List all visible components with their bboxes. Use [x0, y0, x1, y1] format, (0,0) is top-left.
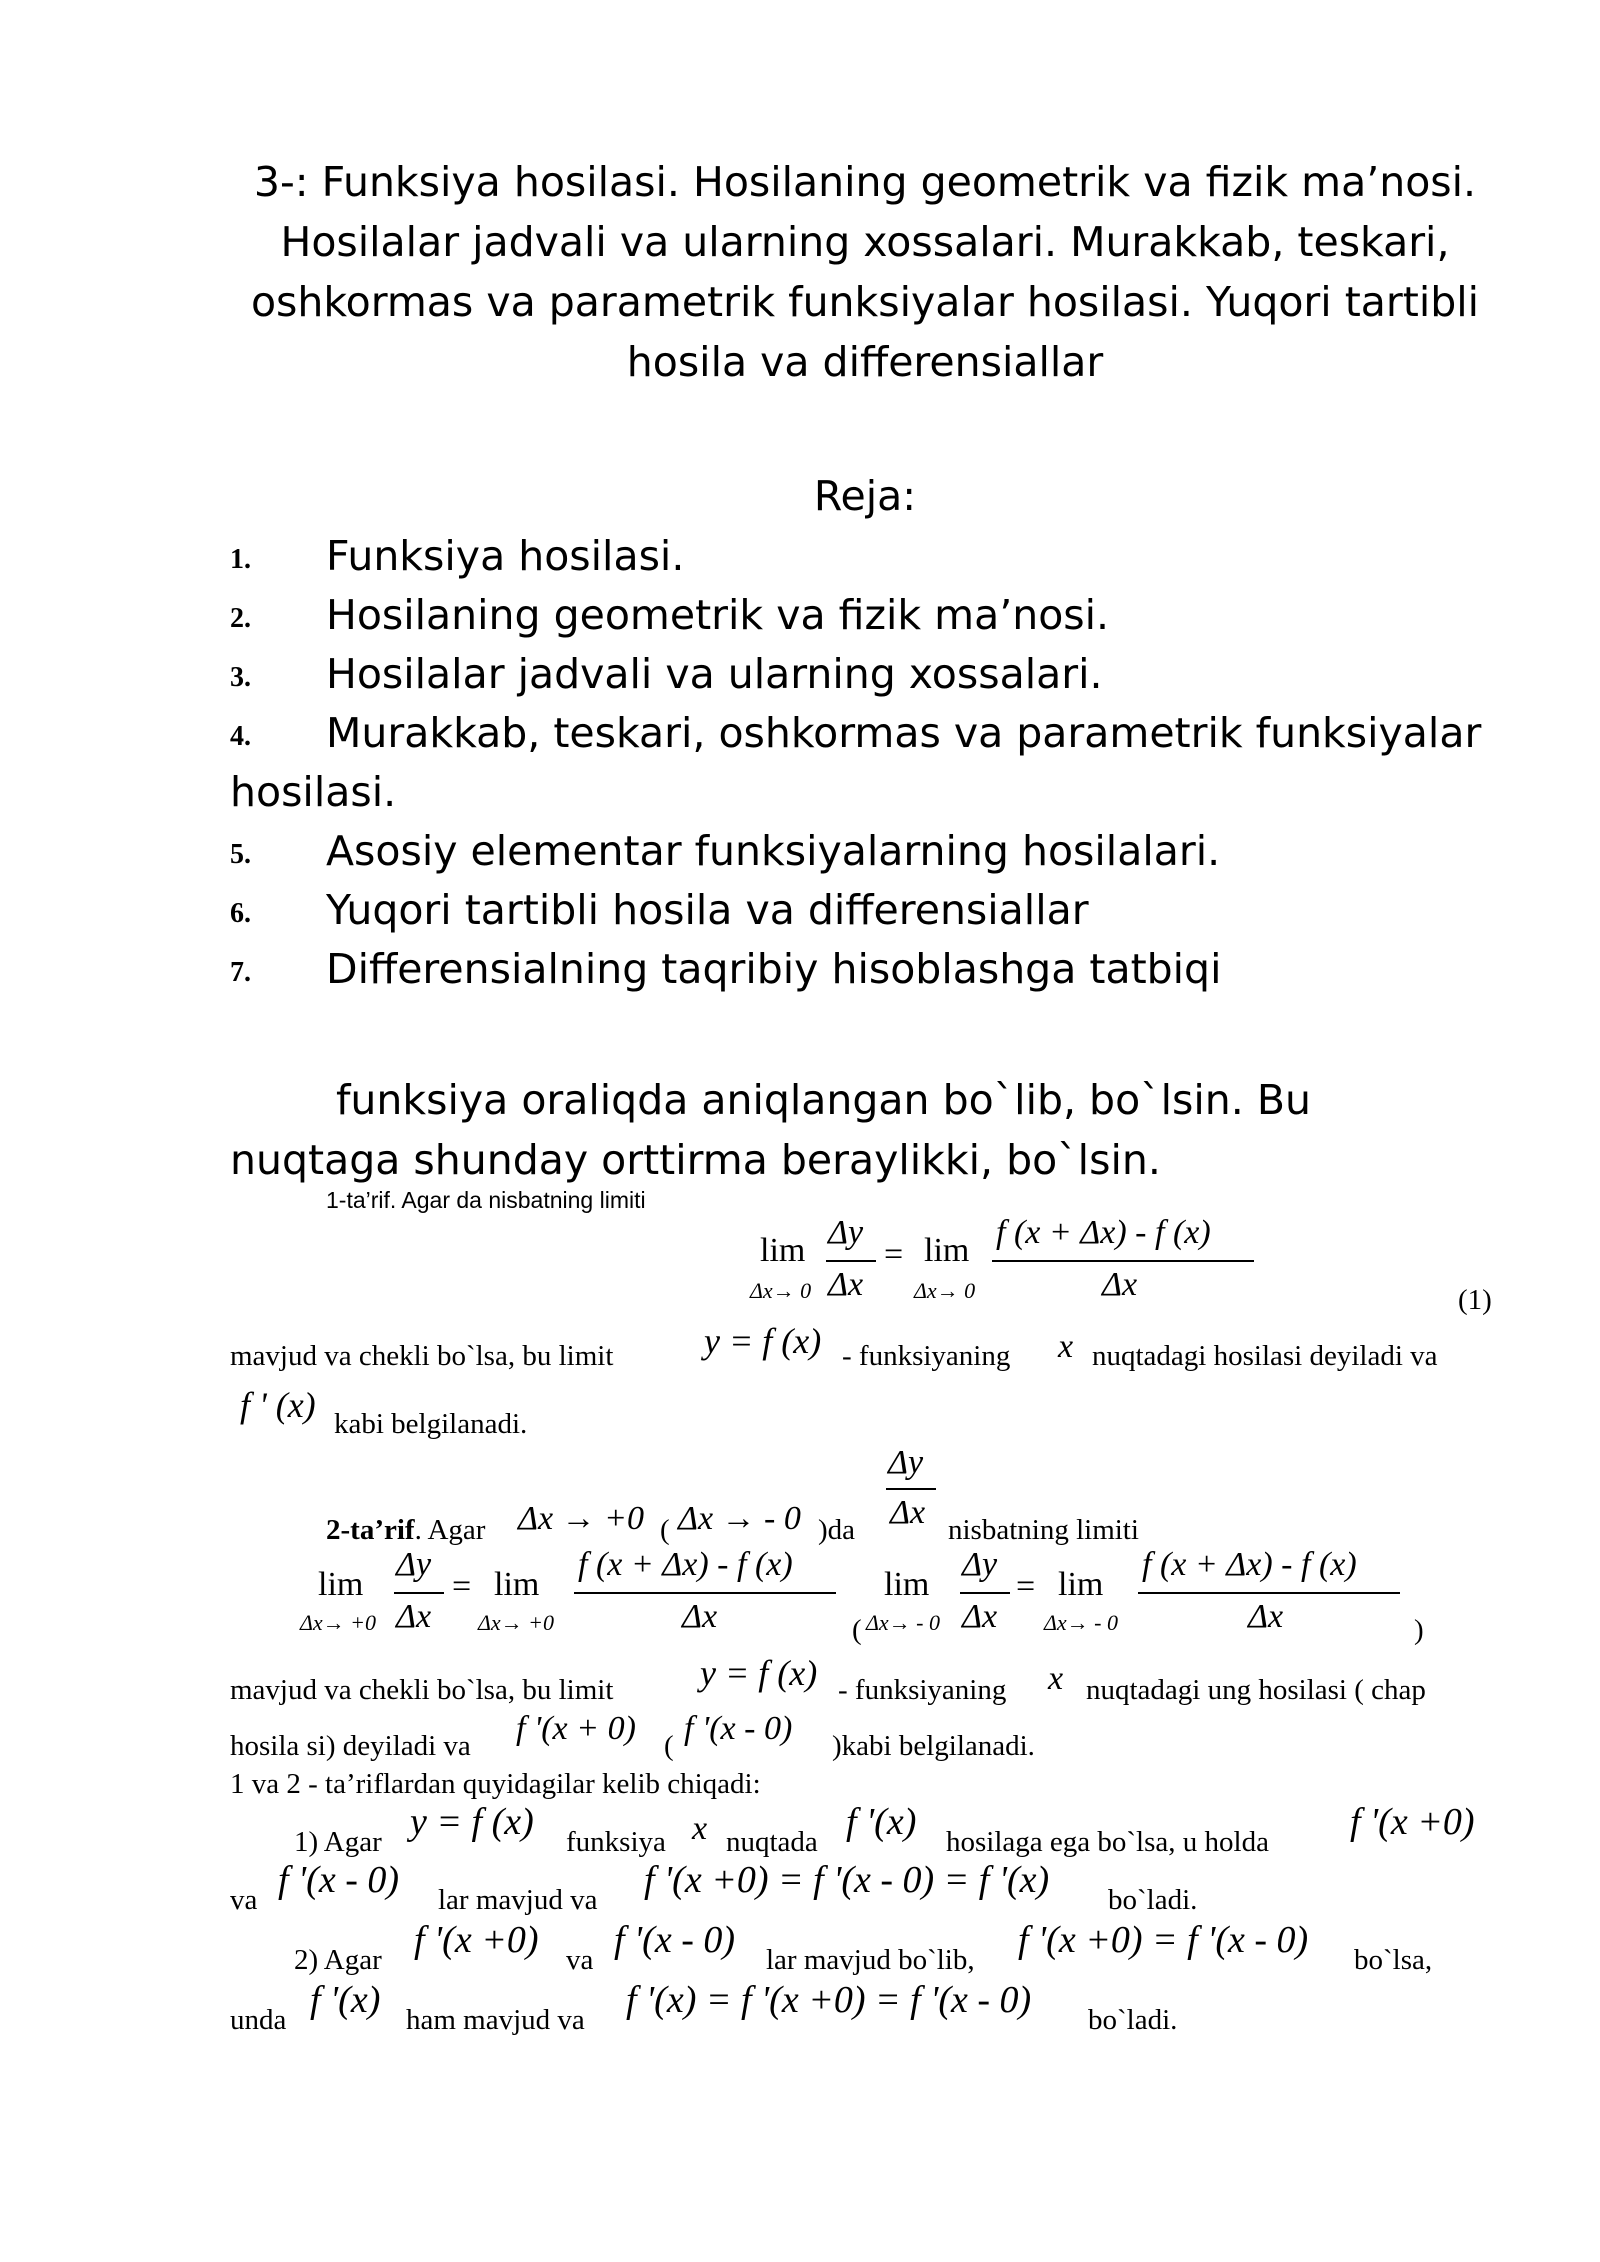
conclusion-text: bo`ladi. [1108, 1884, 1198, 1916]
plan-item-text: Asosiy elementar funksiyalarning hosilalari. [326, 827, 1221, 875]
formula-inline: f '(x - 0) [684, 1710, 793, 1747]
formula-equals: = [884, 1236, 904, 1273]
conclusion-text: lar mavjud va [438, 1884, 598, 1916]
plan-item-text: Yuqori tartibli hosila va differensiallar [326, 886, 1089, 934]
formula-inline: f '(x +0) = f '(x - 0) [1018, 1919, 1309, 1961]
plan-item-text: Funksiya hosilasi. [326, 532, 685, 580]
definition-2-text: . Agar [414, 1514, 486, 1546]
formula-inline: x [692, 1810, 708, 1847]
formula-inline: f '(x) [846, 1801, 917, 1843]
definition-2-text: nisbatning limiti [948, 1514, 1139, 1546]
conclusion-text: 1) Agar [294, 1826, 382, 1858]
fraction-bar [886, 1488, 936, 1490]
conclusion-text: 2) Agar [294, 1944, 382, 1976]
formula-sub: Δx→ 0 [914, 1278, 976, 1303]
definition-2-text: )kabi belgilanadi. [832, 1730, 1035, 1762]
formula-inline: f '(x) = f '(x +0) = f '(x - 0) [626, 1979, 1032, 2021]
conclusion-text: hosilaga ega bo`lsa, u holda [946, 1826, 1269, 1858]
conclusion-text: va [230, 1884, 258, 1916]
formula-denominator: Δx [962, 1598, 998, 1635]
fraction-bar [574, 1592, 836, 1594]
formula-sub: Δx→ - 0 [866, 1610, 941, 1635]
definition-1-text: mavjud va chekli bo`lsa, bu limit [230, 1340, 614, 1372]
formula-numerator: f (x + Δx) - f (x) [578, 1546, 793, 1583]
formula-denominator: Δx [828, 1266, 864, 1303]
formula-numerator: f (x + Δx) - f (x) [996, 1214, 1211, 1251]
intro-line: funksiya oraliqda aniqlangan bo`lib, bo`lsin. Bu [336, 1076, 1311, 1124]
definition-2-text: ( [664, 1730, 674, 1762]
conclusion-text: unda [230, 2004, 287, 2036]
fraction-bar [394, 1592, 444, 1594]
plan-item-number: 7. [230, 957, 251, 988]
formula-inline: f '(x +0) [414, 1919, 539, 1961]
formula-inline: f '(x - 0) [614, 1919, 736, 1961]
definition-1-text: nuqtadagi hosilasi deyiladi va [1092, 1340, 1438, 1372]
formula-numerator: f (x + Δx) - f (x) [1142, 1546, 1357, 1583]
definition-1-lead: 1-ta’rif. Agar da nisbatning limiti [326, 1187, 646, 1213]
formula-denominator: Δx [1102, 1266, 1138, 1303]
conclusion-text: funksiya [566, 1826, 666, 1858]
definition-1-text: - funksiyaning [842, 1340, 1011, 1372]
conclusion-text: ham mavjud va [406, 2004, 585, 2036]
formula-lim: lim [318, 1566, 364, 1603]
formula-inline: f '(x +0) [1350, 1801, 1475, 1843]
formula-paren: ) [1414, 1614, 1424, 1646]
formula-sub: Δx→ +0 [478, 1610, 555, 1635]
formula-lim: lim [924, 1232, 970, 1269]
plan-item-text: Murakkab, teskari, oshkormas va parametrik funksiyalar [326, 709, 1482, 757]
formula-lim: lim [760, 1232, 806, 1269]
formula-inline: x [1058, 1328, 1074, 1365]
formula-inline: f '(x) [310, 1979, 381, 2021]
formula-inline: f '(x - 0) [278, 1859, 400, 1901]
definition-2-label: 2-ta’rif [326, 1514, 415, 1546]
plan-item-number: 1. [230, 544, 251, 575]
plan-item-continuation: hosilasi. [230, 768, 397, 816]
plan-item-number: 3. [230, 662, 251, 693]
definition-2-text: nuqtadagi ung hosilasi ( chap [1086, 1674, 1426, 1706]
fraction-bar [1138, 1592, 1400, 1594]
definition-1-text: kabi belgilanadi. [334, 1408, 528, 1440]
formula-numerator: Δy [888, 1444, 924, 1481]
plan-item-text: Hosilaning geometrik va fizik ma’nosi. [326, 591, 1110, 639]
formula-paren: ( [852, 1614, 862, 1646]
formula-denominator: Δx [396, 1598, 432, 1635]
plan-item-number: 4. [230, 721, 251, 752]
formula-equals: = [1016, 1568, 1036, 1605]
definition-2-text: )da [818, 1514, 856, 1546]
definition-2-text: mavjud va chekli bo`lsa, bu limit [230, 1674, 614, 1706]
formula-denominator: Δx [890, 1494, 926, 1531]
conclusion-text: nuqtada [726, 1826, 818, 1858]
plan-item-number: 2. [230, 603, 251, 634]
conclusion-text: va [566, 1944, 594, 1976]
equation-number: (1) [1458, 1284, 1492, 1316]
formula-inline: y = f (x) [704, 1321, 822, 1361]
formula-sub: Δx→ 0 [750, 1278, 812, 1303]
fraction-bar [992, 1260, 1254, 1262]
intro-line: nuqtaga shunday orttirma beraylikki, bo`lsin. [230, 1136, 1161, 1184]
plan-item-number: 6. [230, 898, 251, 929]
definition-2-text: hosila si) deyiladi va [230, 1730, 471, 1762]
plan-item-text: Hosilalar jadvali va ularning xossalari. [326, 650, 1103, 698]
plan-heading: Reja: [813, 472, 917, 520]
plan-item-number: 5. [230, 839, 251, 870]
definition-2-lead [326, 1514, 485, 1547]
fraction-bar [826, 1260, 876, 1262]
formula-numerator: Δy [828, 1214, 864, 1251]
formula-inline: f '(x + 0) [516, 1710, 636, 1747]
formula-inline: f '(x +0) = f '(x - 0) = f '(x) [644, 1859, 1050, 1901]
formula-inline: f ' (x) [240, 1385, 316, 1425]
formula-inline: x [1048, 1660, 1064, 1697]
formula-numerator: Δy [396, 1546, 432, 1583]
formula-numerator: Δy [962, 1546, 998, 1583]
formula-lim: lim [884, 1566, 930, 1603]
conclusion-intro: 1 va 2 - ta’riflardan quyidagilar kelib chiqadi: [230, 1768, 761, 1800]
conclusion-text: bo`ladi. [1088, 2004, 1178, 2036]
document-title: 3-: Funksiya hosilasi. Hosilaning geometrik va fizik ma’nosi. Hosilalar jadvali va ularning xossalari. Murakkab, teskari, oshkormas va parametrik funksiyalar hosilasi. Yuqori tartibli hosila va differensiallar [250, 158, 1480, 386]
conclusion-text: lar mavjud bo`lib, [766, 1944, 975, 1976]
conclusion-text: bo`lsa, [1354, 1944, 1433, 1976]
formula-equals: = [452, 1568, 472, 1605]
formula-inline: y = f (x) [410, 1801, 534, 1843]
fraction-bar [960, 1592, 1010, 1594]
formula-denominator: Δx [1248, 1598, 1284, 1635]
formula-sub: Δx→ - 0 [1044, 1610, 1119, 1635]
formula-inline: y = f (x) [700, 1653, 818, 1693]
formula-lim: lim [494, 1566, 540, 1603]
formula-sub: Δx→ +0 [300, 1610, 377, 1635]
definition-2-text: ( [660, 1514, 670, 1546]
plan-item-text: Differensialning taqribiy hisoblashga tatbiqi [326, 945, 1222, 993]
definition-2-text: - funksiyaning [838, 1674, 1007, 1706]
formula-inline: Δx → +0 [518, 1500, 644, 1537]
formula-inline: Δx → - 0 [678, 1500, 801, 1537]
formula-lim: lim [1058, 1566, 1104, 1603]
formula-denominator: Δx [682, 1598, 718, 1635]
